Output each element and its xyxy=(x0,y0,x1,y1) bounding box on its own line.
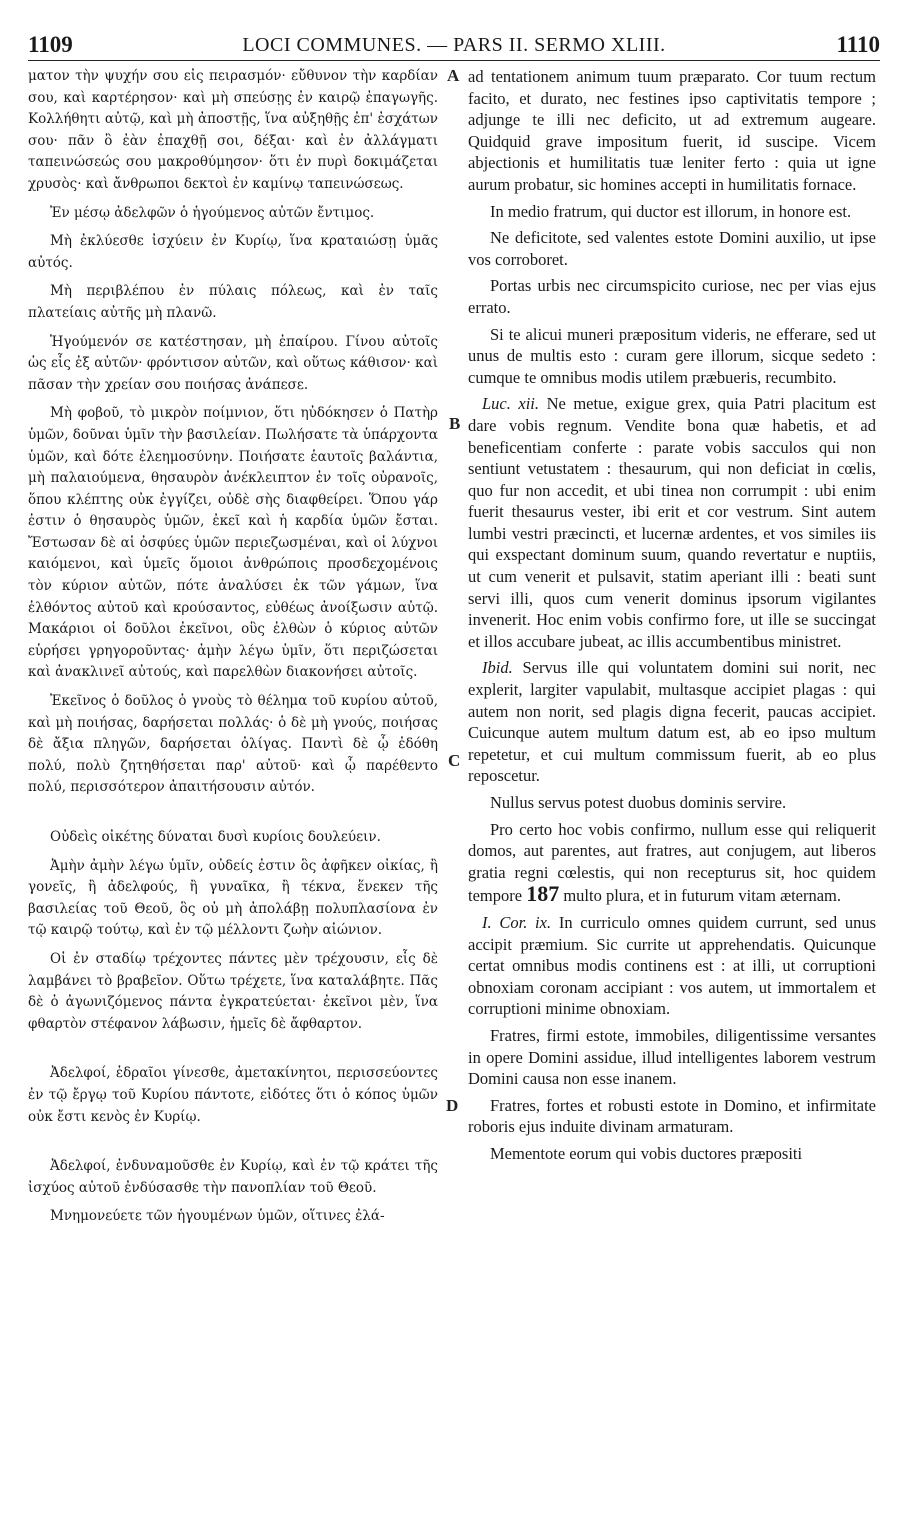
greek-paragraph: Οἱ ἐν σταδίῳ τρέχοντες πάντες μὲν τρέχουσιν, εἷς δὲ λαμβάνει τὸ βραβεῖον. Οὕτω τρέχετε, ἵνα καταλάβητε. Πᾶς δὲ ὁ ἀγωνιζόμενος πάντα ἐγκρατεύεται· ἐκεῖνοι μὲν, ἵνα φθαρτὸν στέφανον λάβωσιν, ἡμεῖς δὲ ἄφθαρτον. xyxy=(28,950,438,1032)
latin-paragraph xyxy=(468,912,876,1020)
greek-paragraph: ματον τὴν ψυχήν σου εἰς πειρασμόν· εὔθυνον τὴν καρδίαν σου, καὶ καρτέρησον· καὶ μὴ σπεύσῃς ἐν καιρῷ ἐπαγωγῆς. Κολλήθητι αὐτῷ, καὶ μὴ ἀποστῇς, ἵνα αὐξηθῇς ἐπ' ἐσχάτων σου· πᾶν ὃ ἐὰν ἐπαχθῇ σοι, δέξαι· καὶ ἐν ἀλλάγματι ταπεινώσεώς σου μακροθύμησον· ὅτι ἐν πυρὶ δοκιμάζεται χρυσὸς· καὶ ἄνθρωποι δεκτοὶ ἐν καμίνῳ ταπεινώσεως. xyxy=(28,68,438,192)
greek-paragraph: Ἀδελφοί, ἐνδυναμοῦσθε ἐν Κυρίῳ, καὶ ἐν τῷ κράτει τῆς ἰσχύος αὐτοῦ ἐνδύσασθε τὴν πανοπλίαν τοῦ Θεοῦ. xyxy=(28,1158,438,1196)
latin-text: Pro certo hoc vobis confirmo, nullum esse qui reliquerit domos, aut parentes, aut fratres, aut conjugem, aut liberos gratia regni cœlestis, qui non recepturus sit, hoc quidem tempore xyxy=(468,819,876,906)
latin-paragraph: Ne deficitote, sed valentes estote Domini auxilio, ut ipse vos corroboret. xyxy=(468,228,876,269)
latin-paragraph xyxy=(468,819,876,907)
latin-paragraph: Portas urbis nec circumspicito curiose, nec per vias ejus errato. xyxy=(468,276,876,317)
greek-paragraph: Οὐδεὶς οἰκέτης δύναται δυσὶ κυρίοις δουλεύειν. xyxy=(50,829,381,845)
greek-paragraph: Μὴ φοβοῦ, τὸ μικρὸν ποίμνιον, ὅτι ηὐδόκησεν ὁ Πατὴρ ὑμῶν, δοῦναι ὑμῖν τὴν βασιλείαν. Πωλήσατε τὰ ὑπάρχοντα ὑμῶν, καὶ δότε ἐλεημοσύνην. Ποιήσατε ἑαυτοῖς βαλάντια, μὴ παλαιούμενα, θησαυρὸν ἀνέκλειπτον ἐν τοῖς οὐρανοῖς, ὅπου κλέπτης οὐκ ἐγγίζει, οὐδὲ σὴς διαφθείρει. Ὅπου γάρ ἐστιν ὁ θησαυρὸς ὑμῶν, ἐκεῖ καὶ ἡ καρδία ὑμῶν ἔσται. Ἔστωσαν δὲ αἱ ὀσφύες ὑμῶν περιεζωσμέναι, καὶ οἱ λύχνοι καιόμενοι, καὶ ὑμεῖς ὅμοιοι ἀνθρώποις προσδεχομένοις τὸν κύριον αὐτῶν, πότε ἀναλύσει ἐκ τῶν γάμων, ἵνα ἐλθόντος αὐτοῦ καὶ κρούσαντος, εὐθέως ἀνοίξωσιν αὐτῷ. Μακάριοι οἱ δοῦλοι ἐκεῖνοι, οὓς ἐλθὼν ὁ κύριος αὐτῶν εὑρήσει γρηγοροῦντας· ἀμὴν λέγω ὑμῖν, ὅτι περιζώσεται καὶ ἀνακλινεῖ αὐτούς, καὶ παρελθὼν διακονήσει αὐτοῖς. xyxy=(28,405,438,681)
latin-paragraph: Nullus servus potest duobus dominis servire. xyxy=(490,793,787,812)
latin-text: multo plura, et in futurum vitam æternam. xyxy=(563,886,842,906)
greek-paragraph: Ἐκεῖνος ὁ δοῦλος ὁ γνοὺς τὸ θέλημα τοῦ κυρίου αὐτοῦ, καὶ μὴ ποιήσας, δαρήσεται πολλάς· ὁ δὲ μὴ γνούς, ποιήσας δὲ ἄξια πληγῶν, δαρήσεται ὀλίγας. Παντὶ δὲ ᾧ ἐδόθη πολύ, πολὺ ζητηθήσεται παρ' αὐτοῦ· καὶ ᾧ παρέθεντο πολύ, περισσότερον ἀπαιτήσουσιν αὐτόν. xyxy=(28,693,438,796)
latin-column xyxy=(468,66,876,1170)
greek-paragraph: Ἀδελφοί, ἑδραῖοι γίνεσθε, ἀμετακίνητοι, περισσεύοντες ἐν τῷ ἔργῳ τοῦ Κυρίου πάντοτε, εἰδότες ὅτι ὁ κόπος ὑμῶν οὐκ ἔστι κενὸς ἐν Κυρίῳ. xyxy=(28,1065,438,1125)
greek-paragraph: Ἐν μέσῳ ἀδελφῶν ὁ ἡγούμενος αὐτῶν ἔντιμος. xyxy=(50,204,375,221)
latin-paragraph: Fratres, firmi estote, immobiles, diligentissime versantes in opere Domini assidue, illud intelligentes laborem vestrum Domini causa non esse inanem. xyxy=(468,1025,876,1089)
margin-letter-a: A xyxy=(447,66,460,85)
greek-paragraph: Ἀμὴν ἀμὴν λέγω ὑμῖν, οὐδείς ἐστιν ὃς ἀφῆκεν οἰκίας, ἢ γονεῖς, ἢ ἀδελφούς, ἢ γυναῖκα, ἢ τέκνα, ἕνεκεν τῆς βασιλείας τοῦ Θεοῦ, ὃς οὐ μὴ ἀπολάβῃ πολυπλασίονα ἐν τῷ καιρῷ τούτῳ, καὶ ἐν τῷ μέλλοντι ζωὴν αἰώνιον. xyxy=(28,857,438,939)
margin-letter-b: B xyxy=(449,414,461,433)
page-number-right: 1110 xyxy=(836,32,880,57)
latin-paragraph: Mementote eorum qui vobis ductores præpositi xyxy=(490,1143,803,1163)
latin-paragraph xyxy=(468,657,876,787)
greek-paragraph: Μὴ ἐκλύεσθε ἰσχύειν ἐν Κυρίῳ, ἵνα κραταιώσῃ ὑμᾶς αὐτός. xyxy=(28,233,438,271)
latin-paragraph: ad tentationem animum tuum præparato. Cor tuum rectum facito, et durato, nec festines ipso captivitatis tempore ; adjunge te illi nec deficito, ut ad extremum augeare. Quidquid grave impositum fuerit, id suscipe. Vicem abjectionis et humilitatis tuæ leniter ferto : quia ut igne aurum probatur, sic homines accepti in humilitatis fornace. xyxy=(468,67,876,194)
greek-column xyxy=(28,66,438,1235)
scripture-reference: Ibid. xyxy=(482,658,513,678)
margin-letter-c: C xyxy=(448,751,461,770)
greek-paragraph: Ἡγούμενόν σε κατέστησαν, μὴ ἐπαίρου. Γίνου αὐτοῖς ὡς εἷς ἐξ αὐτῶν· φρόντισον αὐτῶν, καὶ οὕτως κάθισον· καὶ πᾶσαν τὴν χρείαν σου ποιήσας ἀνάπεσε. xyxy=(28,333,438,393)
greek-paragraph: Μνημονεύετε τῶν ἡγουμένων ὑμῶν, οἵτινες ἐλά- xyxy=(50,1208,385,1225)
greek-paragraph: Μὴ περιβλέπου ἐν πύλαις πόλεως, καὶ ἐν ταῖς πλατείαις αὐτῆς μὴ πλανῶ. xyxy=(28,283,438,321)
latin-paragraph: Fratres, fortes et robusti estote in Domino, et infirmitate roboris ejus induite divinam armaturam. xyxy=(468,1095,876,1137)
margin-letter-d: D xyxy=(446,1096,459,1115)
latin-paragraph: Si te alicui muneri præpositum videris, ne efferare, sed ut unus de multis esto : curam gere illorum, sicque sedeto : cumque te omnibus modis utilem præbueris, recumbito. xyxy=(468,324,876,387)
scripture-reference: Luc. xii. xyxy=(482,394,540,414)
latin-paragraph: In medio fratrum, qui ductor est illorum, in honore est. xyxy=(490,201,852,221)
scripture-reference: I. Cor. ix. xyxy=(482,912,552,932)
running-header xyxy=(28,30,880,61)
latin-text: In curriculo omnes quidem currunt, sed unus accipit præmium. Sic currite ut apprehendatis. Quicunque certat omnibus modis continens est : at illi, ut corruptioni obnoxiam coronam accipiant : vos autem, ut immortalem et corruptioni minime obnoxiam. xyxy=(468,912,877,1019)
page-number-left: 1109 xyxy=(28,32,73,57)
running-head-title: LOCI COMMUNES. — PARS II. SERMO XLIII. xyxy=(242,34,666,56)
latin-text: Servus ille qui voluntatem domini sui norit, nec explerit, largiter vapulabit, multasque accipiet plagas : qui autem non norit, sed plagis digna fecerit, paucas accipiet. Cuicunque autem multum datum est, ab eo ipso multum repetetur, et cui multum commissum fuerit, ab eo plus reposcetur. xyxy=(468,658,877,786)
latin-text: Ne metue, exigue grex, quia Patri placitum est dare vobis regnum. Vendite bona quæ habetis, et ad beneficentiam conferte : parate vobis sacculos qui non sentiunt vetustatem : thesaurum, qui non deficiat in cœlis, quo fur non accedit, et ubi tinea non corrumpit : ubi enim fuerit thesaurus vester, ibi erit et cor vestrum. Sint autem lumbi vestri præcincti, et lucernæ ardentes, et vos similes iis qui exspectant dominum suum, quando revertatur e nuptiis, ut cum venerit et pulsavit, statim aperiant illi : beati sunt servi illi, quos cum venerit dominus ipsorum vigilantes invenerit. Hoc enim vobis confirmo fore, ut ille se succingat et illos accubare jubeat, ac illis accumbentibus ministret. xyxy=(468,394,876,651)
latin-paragraph xyxy=(468,393,876,652)
column-number: 187 xyxy=(526,881,560,907)
